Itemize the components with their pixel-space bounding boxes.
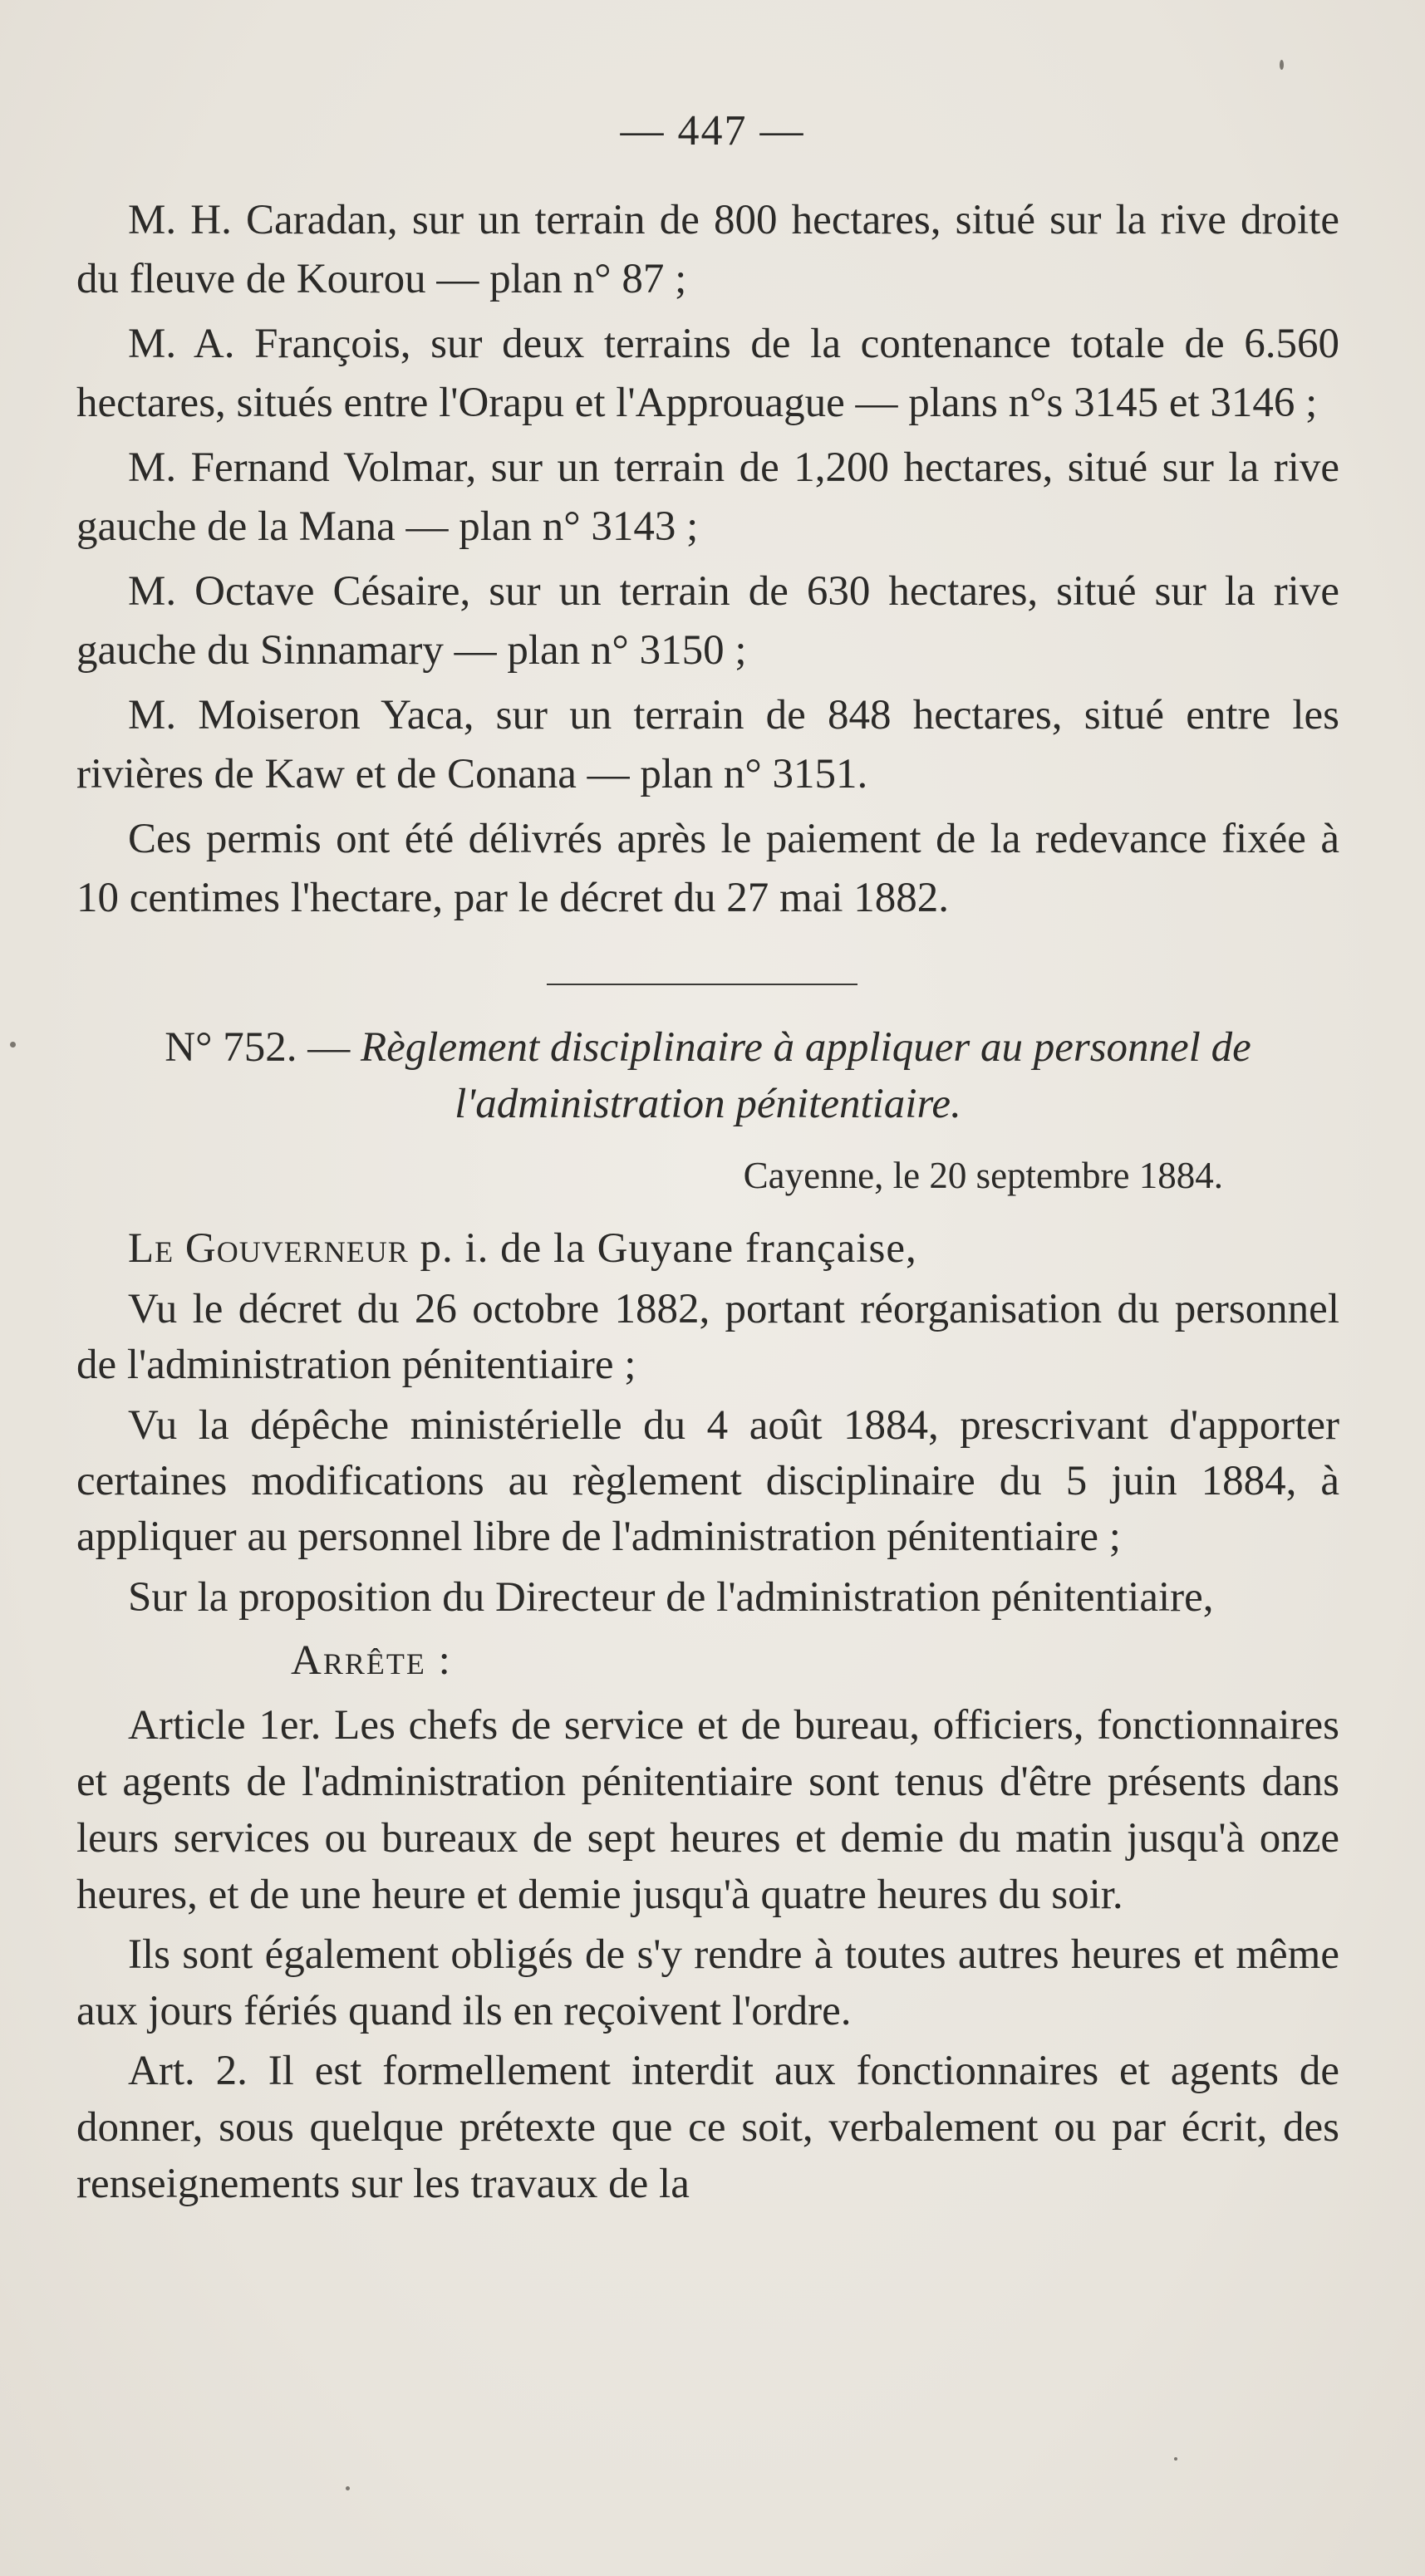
decree-issuer (76, 1220, 1339, 1277)
permit-entry: M. Fernand Volmar, sur un terrain de 1,200 hectares, situé sur la rive gauche de la Mana — plan n° 3143 ; (76, 444, 1339, 550)
permit-entry: M. Moiseron Yaca, sur un terrain de 848 hectares, situé entre les rivières de Kaw et de Conana — plan n° 3151. (76, 692, 1339, 797)
governor-qualifier: p. i. de la Guyane française, (420, 1225, 917, 1272)
permit-list (76, 191, 1339, 934)
permit-entry: M. A. François, sur deux terrains de la contenance totale de 6.560 hectares, situés entre l'Orapu et l'Approuague — plans n°s 3145 et 3146 ; (76, 321, 1339, 426)
page-number: — 447 — (620, 107, 805, 155)
decree-title: Règlement disciplinaire à appliquer au personnel de l'administration pénitentiaire. (360, 1024, 1251, 1127)
paper-speck (10, 1042, 16, 1048)
decree-place-date: Cayenne, le 20 septembre 1884. (743, 1155, 1223, 1196)
decree-number: N° 752. — (165, 1024, 351, 1071)
decree-arrete: Arrête : (291, 1637, 452, 1684)
decree-section (76, 1019, 1339, 2212)
decree-heading (76, 1019, 1339, 1132)
decree-article: Ils sont également obligés de s'y rendre à toutes autres heures et même aux jours fériés quand ils en reçoivent l'ordre. (76, 1931, 1339, 2034)
paper-speck (1280, 60, 1284, 70)
section-divider (547, 984, 857, 985)
governor-title: Le Gouverneur (128, 1225, 409, 1272)
permit-closing-note: Ces permis ont été délivrés après le paiement de la redevance fixée à 10 centimes l'hectare, par le décret du 27 mai 1882. (76, 816, 1339, 921)
decree-clause: Vu le décret du 26 octobre 1882, portant réorganisation du personnel de l'administration pénitentiaire ; (76, 1286, 1339, 1388)
decree-clause: Sur la proposition du Directeur de l'administration pénitentiaire, (128, 1574, 1214, 1621)
paper-speck (346, 2486, 350, 2490)
decree-clause: Vu la dépêche ministérielle du 4 août 1884, prescrivant d'apporter certaines modifications au règlement disciplinaire du 5 juin 1884, à appliquer au personnel libre de l'administration pénitentiaire ; (76, 1402, 1339, 1560)
paper-speck (1174, 2457, 1177, 2461)
decree-article: Art. 2. Il est formellement interdit aux fonctionnaires et agents de donner, sous quelque prétexte que ce soit, verbalement ou par écrit, des renseignements sur les travaux de la (76, 2048, 1339, 2207)
permit-entry: M. Octave Césaire, sur un terrain de 630 hectares, situé sur la rive gauche du Sinnamary — plan n° 3150 ; (76, 568, 1339, 674)
decree-article: Article 1er. Les chefs de service et de bureau, officiers, fonctionnaires et agents de l'administration pénitentiaire sont tenus d'être présents dans leurs services ou bureaux de sept heures et demie du matin jusqu'à onze heures, et de une heure et demie jusqu'à quatre heures du soir. (76, 1702, 1339, 1918)
permit-entry: M. H. Caradan, sur un terrain de 800 hectares, situé sur la rive droite du fleuve de Kourou — plan n° 87 ; (76, 197, 1339, 302)
